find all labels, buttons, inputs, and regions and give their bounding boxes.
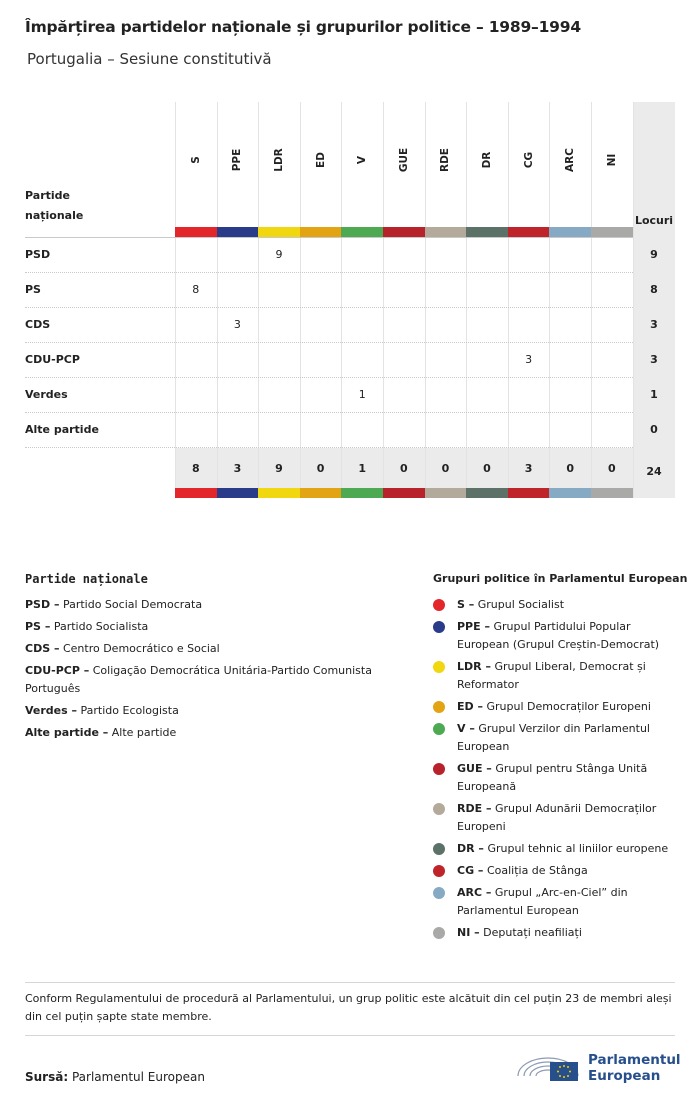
group-color-bar xyxy=(300,227,342,237)
group-legend-item xyxy=(433,884,673,920)
political-groups-legend xyxy=(433,596,673,946)
group-color-bar xyxy=(175,227,217,237)
group-color-bar xyxy=(300,488,342,498)
table-cell: 9 xyxy=(275,248,283,261)
grid-line xyxy=(633,102,634,498)
row-divider xyxy=(25,447,633,448)
legend-abbr: GUE – xyxy=(457,762,492,775)
group-color-bar xyxy=(466,227,508,237)
legend-name: Grupul Liberal, Democrat și Reformator xyxy=(457,660,646,691)
group-legend-item xyxy=(433,924,673,942)
row-party-label: PSD xyxy=(25,248,51,261)
group-header-ni xyxy=(591,102,633,227)
group-legend-item xyxy=(433,862,673,880)
grand-total: 24 xyxy=(646,465,662,478)
legend-abbr: DR – xyxy=(457,842,484,855)
group-color-bar xyxy=(341,227,383,237)
group-legend-item xyxy=(433,720,673,756)
row-seat-total: 3 xyxy=(650,353,658,366)
legend-abbr: PPE – xyxy=(457,620,490,633)
legend-name: Coaliția de Stânga xyxy=(486,864,588,877)
page-subtitle: Portugalia – Sesiune constitutivă xyxy=(27,50,272,68)
group-total: 1 xyxy=(358,462,367,475)
legend-name: Partido Social Democrata xyxy=(62,598,203,611)
group-code: NI xyxy=(605,153,618,167)
legend-name: Coligação Democrática Unitária-Partido Comunista Português xyxy=(25,664,372,695)
group-header-ppe xyxy=(217,102,259,227)
row-divider xyxy=(25,412,633,413)
group-legend-item xyxy=(433,618,673,654)
group-legend-item xyxy=(433,596,673,614)
group-header-dr xyxy=(466,102,508,227)
party-column-header: Partide naționale xyxy=(25,189,84,222)
group-legend-item xyxy=(433,698,673,716)
group-total: 9 xyxy=(275,462,283,475)
color-dot-icon xyxy=(433,843,445,855)
legend-name: Centro Democrático e Social xyxy=(62,642,220,655)
color-dot-icon xyxy=(433,865,445,877)
group-color-bar xyxy=(591,227,633,237)
national-party-legend-item xyxy=(25,724,395,742)
group-code: ARC xyxy=(564,148,577,172)
color-dot-icon xyxy=(433,599,445,611)
row-seat-total: 9 xyxy=(650,248,658,261)
group-total: 0 xyxy=(441,462,450,475)
color-dot-icon xyxy=(433,723,445,735)
legend-abbr: CDU-PCP – xyxy=(25,664,90,677)
table-cell: 3 xyxy=(233,318,241,331)
group-code: CG xyxy=(522,151,535,169)
group-total: 0 xyxy=(566,462,575,475)
row-divider xyxy=(25,307,633,308)
group-code: PPE xyxy=(231,148,244,172)
header-divider xyxy=(25,237,633,238)
row-seat-total: 3 xyxy=(650,318,658,331)
table-cell: 3 xyxy=(525,353,533,366)
group-total: 0 xyxy=(316,462,325,475)
group-color-bar xyxy=(383,488,425,498)
group-code: RDE xyxy=(439,148,452,172)
row-divider xyxy=(25,342,633,343)
national-parties-legend-title: Partide naționale xyxy=(25,572,148,586)
row-divider xyxy=(25,272,633,273)
row-party-label: CDU-PCP xyxy=(25,353,80,366)
seats-column-header: Locuri xyxy=(634,214,674,227)
row-party-label: PS xyxy=(25,283,41,296)
group-code: ED xyxy=(314,152,327,168)
row-party-label: CDS xyxy=(25,318,51,331)
group-header-arc xyxy=(549,102,591,227)
legend-name: Partido Socialista xyxy=(53,620,149,633)
legend-name: Grupul pentru Stânga Unită Europeană xyxy=(457,762,648,793)
group-color-bar xyxy=(508,227,550,237)
group-color-bar xyxy=(425,488,467,498)
color-dot-icon xyxy=(433,887,445,899)
legend-abbr: ED – xyxy=(457,700,483,713)
legend-abbr: Alte partide – xyxy=(25,726,109,739)
group-header-cg xyxy=(508,102,550,227)
row-seat-total: 1 xyxy=(650,388,658,401)
group-color-bar xyxy=(425,227,467,237)
national-party-legend-item xyxy=(25,640,395,658)
group-color-bar xyxy=(258,227,300,237)
group-code: V xyxy=(356,155,369,165)
legend-abbr: PS – xyxy=(25,620,51,633)
footnote: Conform Regulamentului de procedură al Parlamentului, un grup politic este alcătuit din cel puțin 23 de membri aleși din cel puțin șapte state membre. xyxy=(25,992,672,1023)
color-dot-icon xyxy=(433,927,445,939)
national-party-legend-item xyxy=(25,618,395,636)
color-dot-icon xyxy=(433,621,445,633)
legend-abbr: S – xyxy=(457,598,475,611)
political-groups-legend-title: Grupuri politice în Parlamentul European xyxy=(433,572,688,585)
group-header-ldr xyxy=(258,102,300,227)
legend-name: Grupul Verzilor din Parlamentul European xyxy=(457,722,650,753)
legend-name: Grupul „Arc-en-Ciel” din Parlamentul European xyxy=(457,886,628,917)
group-header-s xyxy=(175,102,217,227)
legend-name: Grupul Adunării Democraților Europeni xyxy=(457,802,657,833)
legend-abbr: LDR – xyxy=(457,660,491,673)
group-color-bar xyxy=(258,488,300,498)
legend-name: Grupul Democraților Europeni xyxy=(486,700,651,713)
group-color-bar xyxy=(466,488,508,498)
color-dot-icon xyxy=(433,803,445,815)
group-legend-item xyxy=(433,800,673,836)
source-label: Sursă: xyxy=(25,1070,69,1084)
group-header-v xyxy=(341,102,383,227)
legend-abbr: ARC – xyxy=(457,886,492,899)
row-seat-total: 0 xyxy=(650,423,658,436)
group-header-gue xyxy=(383,102,425,227)
group-legend-item xyxy=(433,658,673,694)
national-party-legend-item xyxy=(25,662,395,698)
group-total: 0 xyxy=(399,462,408,475)
group-total: 3 xyxy=(233,462,242,475)
row-party-label: Alte partide xyxy=(25,423,99,436)
legend-name: Partido Ecologista xyxy=(80,704,179,717)
table-cell: 1 xyxy=(358,388,366,401)
group-color-bar xyxy=(549,227,591,237)
group-code: DR xyxy=(480,151,493,169)
group-total: 8 xyxy=(191,462,200,475)
group-color-bar xyxy=(217,488,259,498)
legend-name: Grupul Partidului Popular European (Grupul Creștin-Democrat) xyxy=(457,620,660,651)
national-party-legend-item xyxy=(25,702,395,720)
legend-abbr: V – xyxy=(457,722,475,735)
page-title: Împărțirea partidelor naționale și grupurilor politice – 1989–1994 xyxy=(25,18,581,36)
row-divider xyxy=(25,377,633,378)
legend-name: Deputați neafiliați xyxy=(483,926,582,939)
table-cell: 8 xyxy=(192,283,200,296)
legend-abbr: NI – xyxy=(457,926,480,939)
row-seat-total: 8 xyxy=(650,283,658,296)
color-dot-icon xyxy=(433,701,445,713)
group-color-bar xyxy=(175,488,217,498)
national-party-legend-item xyxy=(25,596,395,614)
legend-name: Grupul tehnic al liniilor europene xyxy=(487,842,669,855)
group-color-bar xyxy=(217,227,259,237)
color-dot-icon xyxy=(433,763,445,775)
color-dot-icon xyxy=(433,661,445,673)
legend-abbr: CDS – xyxy=(25,642,60,655)
group-code: S xyxy=(189,156,202,164)
group-total: 0 xyxy=(607,462,616,475)
legend-name: Grupul Socialist xyxy=(477,598,565,611)
legend-abbr: Verdes – xyxy=(25,704,78,717)
group-header-rde xyxy=(425,102,467,227)
group-code: LDR xyxy=(272,148,285,172)
group-color-bar xyxy=(341,488,383,498)
divider xyxy=(25,1035,675,1036)
group-legend-item xyxy=(433,760,673,796)
group-legend-item xyxy=(433,840,673,858)
group-color-bar xyxy=(591,488,633,498)
source-line xyxy=(25,1070,205,1084)
source-value: Parlamentul European xyxy=(71,1070,205,1084)
seats-column-background xyxy=(633,102,675,498)
legend-abbr: PSD – xyxy=(25,598,60,611)
group-color-bar xyxy=(508,488,550,498)
group-total: 0 xyxy=(483,462,491,475)
logo-text: Parlamentul European xyxy=(588,1052,681,1084)
group-total: 3 xyxy=(524,462,533,475)
group-code: GUE xyxy=(397,147,410,173)
divider xyxy=(25,982,675,983)
group-color-bar xyxy=(383,227,425,237)
legend-abbr: CG – xyxy=(457,864,484,877)
legend-name: Alte partide xyxy=(111,726,177,739)
row-party-label: Verdes xyxy=(25,388,68,401)
legend-abbr: RDE – xyxy=(457,802,492,815)
national-parties-legend xyxy=(25,596,395,746)
group-header-ed xyxy=(300,102,342,227)
group-color-bar xyxy=(549,488,591,498)
